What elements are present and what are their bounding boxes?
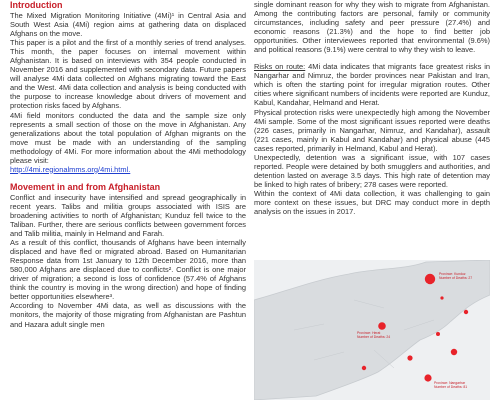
incident-marker[interactable] xyxy=(362,366,366,370)
intro-heading: Introduction xyxy=(10,0,63,10)
kunduz-marker[interactable] xyxy=(425,274,435,284)
detention-paragraph: Unexpectedly, detention was a significant issue, with 107 cases reported. People were detained by both smugglers and authorities, and detention lasted on average 3.5 days. This high rate of detention may be linked to high rates of bribery; 278 cases were reported. xyxy=(254,152,490,189)
methodology-link[interactable]: http://4mi.regionalmms.org/4mi.html. xyxy=(10,164,131,174)
right-column xyxy=(254,0,490,216)
nangarhar-label: Province: Nangarhar Number of Deaths: 81 xyxy=(434,381,468,389)
movement-heading: Movement in and from Afghanistan xyxy=(10,181,161,192)
reasons-paragraph: single dominant reason for why they wish to migrate from Afghanistan. Among the contributing factors are personal, family or community circumstances, including safety and peer pressure (27.4%) and economic reasons (21.3%) and the hope to find better job opportunities. Other interviewees reported that environmental (9.6%) and political reasons (9.1%) were central to why they wish to leave. xyxy=(254,0,490,55)
left-column xyxy=(10,0,246,329)
physical-risks-paragraph: Physical protection risks were unexpectedly high among the November 4Mi sample. Some of the most significant issues reported were deaths (226 cases, primarily in Nangarhar, Nimruz, and Kandahar), assault (221 cases, mainly in Kabul and Kandahar) and physical abuse (445 cases reported, primarily in Helmand, Kabul and Herat). xyxy=(254,107,490,153)
risks-label: Risks on route: xyxy=(254,62,306,72)
incident-marker[interactable] xyxy=(407,355,412,360)
incident-marker[interactable] xyxy=(451,349,457,355)
afghanistan-map xyxy=(254,260,490,400)
incident-marker[interactable] xyxy=(464,310,468,314)
intro-paragraph: 4Mi field monitors conducted the data and the sample size only represents a small section of those on the move in Afghanistan. Any generalizations about the total population of Afghan migrants on the move must be made with an understanding of the sampling methodology of 4Mi. For more information about the 4Mi methodology please visit: xyxy=(10,110,246,165)
kunduz-label: Province: Kunduz Number of Deaths: 27 xyxy=(439,272,473,280)
movement-paragraph: Conflict and insecurity have intensified and spread geographically in recent years. Talibs and militia groups associated with ISIS are broadening activities to north of Afghanistan; Kunduz fell twice to the Taliban. Further, there are serious conflicts between government forces and Talib militia, mainly in Helmand and Farah. xyxy=(10,192,246,239)
intro-paragraph: The Mixed Migration Monitoring Initiative (4Mi)¹ in Central Asia and South West Asia (4Mi) region aims at gathering data on displaced Afghans on the move. xyxy=(10,11,246,39)
risks-text: 4Mi data indicates that migrants face greatest risks in Nangarhar and Nimruz, the border provinces near Pakistan and Iran, which is often the starting point for irregular migration routes. Other cities where significant numbers of incidents were reported are Kunduz, Kabul, Kandahar, Helmand and Herat. xyxy=(254,62,490,108)
context-paragraph: Within the context of 4Mi data collection, it was challenging to gain more context on these issues, but DRC may conduct more in depth analysis on the issues in 2017. xyxy=(254,188,490,217)
movement-paragraph: As a result of this conflict, thousands of Afghans have been internally displaced and have fled or migrated abroad. Based on Humanitarian Response data from 1st January to 12th December 2016, more than 580,000 Afghans are displaced due to conflicts². Conflict is one major driver of migration; a second is loss of confidence (57.4% of Afghans think the country is moving in the wrong direction) and hope of finding better opportunities elsewhere³. xyxy=(10,238,246,302)
nangarhar-marker[interactable] xyxy=(424,374,431,381)
incident-marker[interactable] xyxy=(440,296,443,299)
risks-paragraph xyxy=(254,62,490,107)
map-canvas xyxy=(254,260,490,400)
herat-label: Province: Herat Number of Deaths: 24 xyxy=(357,331,391,339)
movement-paragraph: According to November 4Mi data, as well as discussions with the monitors, the majority of those migrating from Afghanistan are Pashtun and Hazara adult single men xyxy=(10,301,246,329)
incident-marker[interactable] xyxy=(436,332,440,336)
herat-marker[interactable] xyxy=(378,322,386,330)
intro-paragraph: This paper is a pilot and the first of a monthly series of trend analyses. This month, the paper focuses on internal movement within Afghanistan. It is based on interviews with 354 people conducted in November 2016 and supplemented with secondary data. Future papers will analyse 4Mi data collected on Afghans migrating toward the East and the West. 4Mi data collection and analysis is being conducted with the purpose to increase knowledge about drivers of movement and protection risks faced by Afghans. xyxy=(10,38,246,111)
